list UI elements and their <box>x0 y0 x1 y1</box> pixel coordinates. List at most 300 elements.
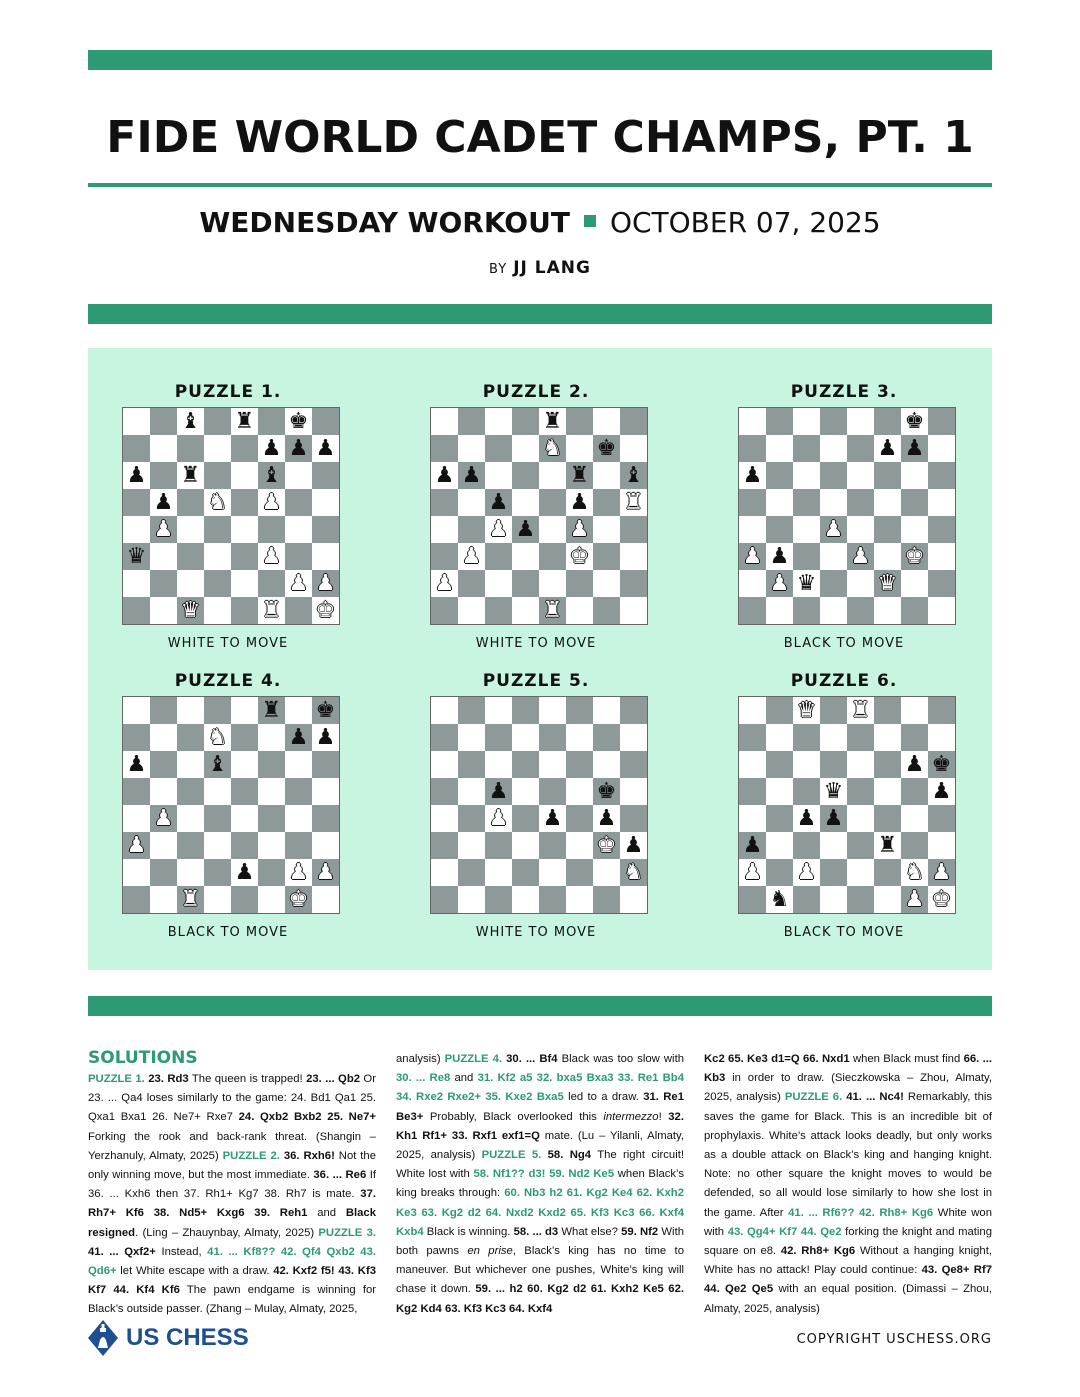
board-square <box>766 462 793 489</box>
board-square <box>820 724 847 751</box>
white-knight-icon: ♞ <box>207 724 228 750</box>
board-square <box>231 886 258 913</box>
board-square <box>458 435 485 462</box>
board-square <box>820 570 847 597</box>
board-square <box>928 859 955 886</box>
board-square <box>258 886 285 913</box>
board-square <box>620 778 647 805</box>
board-square <box>793 697 820 724</box>
board-square <box>231 724 258 751</box>
board-square <box>566 778 593 805</box>
subtitle <box>0 206 1080 239</box>
board-square <box>766 886 793 913</box>
board-square <box>177 570 204 597</box>
black-rook-icon: ♜ <box>261 697 282 723</box>
white-pawn-icon: ♟ <box>153 516 174 542</box>
board-square <box>458 489 485 516</box>
board-square <box>312 597 339 624</box>
board-square <box>258 832 285 859</box>
board-square <box>739 697 766 724</box>
black-king-icon: ♚ <box>931 751 952 777</box>
side-to-move: BLACK TO MOVE <box>783 636 905 651</box>
white-pawn-icon: ♟ <box>288 859 309 885</box>
black-pawn-icon: ♟ <box>796 805 817 831</box>
board-square <box>177 832 204 859</box>
board-square <box>874 435 901 462</box>
board-square <box>539 543 566 570</box>
black-pawn-icon: ♟ <box>623 832 644 858</box>
board-square <box>928 697 955 724</box>
board-square <box>312 435 339 462</box>
board-square <box>312 570 339 597</box>
board-square <box>458 859 485 886</box>
board-square <box>204 832 231 859</box>
board-square <box>620 832 647 859</box>
black-pawn-icon: ♟ <box>742 462 763 488</box>
board-square <box>566 462 593 489</box>
board-square <box>458 543 485 570</box>
board-square <box>820 516 847 543</box>
board-square <box>204 570 231 597</box>
board-square <box>512 697 539 724</box>
board-square <box>431 489 458 516</box>
board-square <box>512 489 539 516</box>
board-square <box>593 570 620 597</box>
white-pawn-icon: ♟ <box>261 543 282 569</box>
board-square <box>231 435 258 462</box>
board-square <box>820 832 847 859</box>
board-square <box>458 778 485 805</box>
black-pawn-icon: ♟ <box>542 805 563 831</box>
board-square <box>620 408 647 435</box>
board-square <box>847 570 874 597</box>
board-square <box>231 859 258 886</box>
board-square <box>793 543 820 570</box>
board-square <box>928 408 955 435</box>
board-square <box>458 697 485 724</box>
us-chess-logo <box>88 1320 249 1356</box>
white-rook-icon: ♜ <box>623 489 644 515</box>
board-square <box>539 489 566 516</box>
board-square <box>766 778 793 805</box>
board-square <box>458 805 485 832</box>
board-square <box>231 570 258 597</box>
black-king-icon: ♚ <box>596 778 617 804</box>
board-square <box>874 751 901 778</box>
board-square <box>231 832 258 859</box>
board-square <box>739 886 766 913</box>
white-rook-icon: ♜ <box>180 886 201 912</box>
board-square <box>566 597 593 624</box>
board-square <box>312 408 339 435</box>
board-square <box>177 543 204 570</box>
puzzle-6 <box>724 671 964 940</box>
board-square <box>901 543 928 570</box>
board-square <box>512 435 539 462</box>
black-pawn-icon: ♟ <box>261 435 282 461</box>
board-square <box>150 489 177 516</box>
board-square <box>847 886 874 913</box>
board-square <box>620 435 647 462</box>
board-square <box>150 778 177 805</box>
board-square <box>874 697 901 724</box>
byline-prefix: BY <box>489 262 508 277</box>
board-square <box>874 886 901 913</box>
board-square <box>928 832 955 859</box>
puzzle-title: PUZZLE 3. <box>790 382 898 402</box>
board-square <box>928 751 955 778</box>
board-square <box>285 805 312 832</box>
board-square <box>231 489 258 516</box>
section-divider-bar <box>88 304 992 324</box>
board-square <box>539 832 566 859</box>
black-pawn-icon: ♟ <box>823 805 844 831</box>
board-square <box>874 778 901 805</box>
board-square <box>204 489 231 516</box>
board-square <box>150 805 177 832</box>
black-rook-icon: ♜ <box>180 462 201 488</box>
board-square <box>820 805 847 832</box>
board-square <box>231 751 258 778</box>
side-to-move: BLACK TO MOVE <box>783 925 905 940</box>
board-square <box>485 778 512 805</box>
board-square <box>431 859 458 886</box>
board-square <box>901 724 928 751</box>
black-pawn-icon: ♟ <box>569 489 590 515</box>
board-square <box>766 751 793 778</box>
board-square <box>231 778 258 805</box>
column-name: WEDNESDAY WORKOUT <box>199 206 570 239</box>
board-square <box>512 516 539 543</box>
board-square <box>874 543 901 570</box>
board-square <box>485 462 512 489</box>
board-square <box>150 724 177 751</box>
white-queen-icon: ♛ <box>180 597 201 623</box>
board-square <box>231 597 258 624</box>
copyright-notice: COPYRIGHT USCHESS.ORG <box>796 1332 992 1347</box>
board-square <box>458 462 485 489</box>
puzzle-title: PUZZLE 4. <box>174 671 282 691</box>
board-square <box>793 859 820 886</box>
puzzle-3 <box>724 382 964 651</box>
board-square <box>312 805 339 832</box>
black-rook-icon: ♜ <box>569 462 590 488</box>
board-square <box>258 724 285 751</box>
board-square <box>285 886 312 913</box>
board-square <box>512 724 539 751</box>
board-square <box>539 516 566 543</box>
board-square <box>847 697 874 724</box>
board-square <box>593 859 620 886</box>
board-square <box>901 489 928 516</box>
board-square <box>739 462 766 489</box>
board-square <box>539 751 566 778</box>
board-square <box>901 408 928 435</box>
board-square <box>793 489 820 516</box>
board-square <box>901 697 928 724</box>
board-square <box>766 516 793 543</box>
black-king-icon: ♚ <box>288 408 309 434</box>
white-king-icon: ♚ <box>315 597 336 623</box>
board-square <box>766 435 793 462</box>
solutions-column-2: analysis) PUZZLE 4. 30. ... Bf4 Black was too slow with 30. ... Re8 and 31. Kf2 a5 32. bxa5 Bxa3 33. Re1 Bb4 34. Rxe2 Rxe2+ 35. Kxe2 Bxa5 led to a draw. 31. Re1 Be3+ Probably, Black overlooked this intermezzo! 32. Kh1 Rf1+ 33. Rxf1 exf1=Q mate. (Lu – Yilanli, Almaty, 2025, analysis) PUZZLE 5. 58. Ng4 The right circuit! White lost with 58. Nf1?? d3! 59. Nd2 Ke5 when Black’s king breaks through: 60. Nb3 h2 61. Kg2 Ke4 62. Kxh2 Ke3 63. Kg2 d2 64. Nxd2 Kxd2 65. Kf3 Kc3 66. Kxf4 Kxb4 Black is winning. 58. ... d3 What else? 59. Nf2 With both pawns en prise, Black’s king has no time to maneuver. But whichever one pushes, White’s king will chase it down. 59. ... h2 60. Kg2 d2 61. Kxh2 Ke5 62. Kg2 Kd4 63. Kf3 Kc3 64. Kxf4 <box>396 1053 684 1315</box>
board-square <box>177 805 204 832</box>
board-square <box>512 462 539 489</box>
board-square <box>620 886 647 913</box>
board-square <box>901 570 928 597</box>
board-square <box>928 516 955 543</box>
board-square <box>593 778 620 805</box>
black-rook-icon: ♜ <box>877 832 898 858</box>
board-square <box>820 697 847 724</box>
board-square <box>204 516 231 543</box>
black-bishop-icon: ♝ <box>623 462 644 488</box>
board-square <box>566 886 593 913</box>
white-knight-icon: ♞ <box>904 859 925 885</box>
board-square <box>847 805 874 832</box>
board-square <box>793 778 820 805</box>
board-square <box>928 778 955 805</box>
board-square <box>258 435 285 462</box>
board-square <box>431 724 458 751</box>
black-bishop-icon: ♝ <box>207 751 228 777</box>
board-square <box>566 859 593 886</box>
board-square <box>847 778 874 805</box>
board-square <box>312 462 339 489</box>
board-square <box>593 832 620 859</box>
board-square <box>739 543 766 570</box>
board-square <box>177 597 204 624</box>
board-square <box>539 697 566 724</box>
board-square <box>258 597 285 624</box>
board-square <box>150 886 177 913</box>
board-square <box>123 435 150 462</box>
board-square <box>285 543 312 570</box>
board-square <box>847 489 874 516</box>
board-square <box>566 516 593 543</box>
board-square <box>901 832 928 859</box>
white-king-icon: ♚ <box>931 886 952 912</box>
black-pawn-icon: ♟ <box>434 462 455 488</box>
white-pawn-icon: ♟ <box>488 805 509 831</box>
board-square <box>766 724 793 751</box>
board-square <box>512 832 539 859</box>
board-square <box>431 543 458 570</box>
board-square <box>739 489 766 516</box>
board-square <box>150 543 177 570</box>
white-pawn-icon: ♟ <box>488 516 509 542</box>
board-square <box>312 697 339 724</box>
board-square <box>739 805 766 832</box>
board-square <box>285 516 312 543</box>
black-bishop-icon: ♝ <box>180 408 201 434</box>
board-square <box>901 886 928 913</box>
board-square <box>485 886 512 913</box>
board-square <box>485 724 512 751</box>
white-pawn-icon: ♟ <box>461 543 482 569</box>
board-square <box>231 543 258 570</box>
black-pawn-icon: ♟ <box>769 543 790 569</box>
board-square <box>820 543 847 570</box>
board-square <box>766 697 793 724</box>
board-square <box>123 724 150 751</box>
board-square <box>285 462 312 489</box>
black-pawn-icon: ♟ <box>288 724 309 750</box>
board-square <box>566 543 593 570</box>
board-square <box>820 435 847 462</box>
board-square <box>485 832 512 859</box>
board-square <box>177 778 204 805</box>
board-square <box>901 805 928 832</box>
board-square <box>285 832 312 859</box>
board-square <box>566 751 593 778</box>
board-square <box>566 724 593 751</box>
board-square <box>620 462 647 489</box>
board-square <box>150 462 177 489</box>
board-square <box>847 832 874 859</box>
title-underline <box>88 183 992 187</box>
board-square <box>458 597 485 624</box>
board-square <box>593 543 620 570</box>
logo-wordmark: US CHESS <box>126 1324 249 1351</box>
black-rook-icon: ♜ <box>234 408 255 434</box>
board-square <box>458 516 485 543</box>
board-square <box>874 832 901 859</box>
board-square <box>485 859 512 886</box>
board-square <box>458 886 485 913</box>
solutions-column-3: Kc2 65. Ke3 d1=Q 66. Nxd1 when Black must find 66. ... Kb3 in order to draw. (Sieczkowska – Zhou, Almaty, 2025, analysis) PUZZLE 6. 41. ... Nc4! Remarkably, this saves the game for Black. This is an incredible bit of prophylaxis. White’s attack looks deadly, but only works as a double attack on Black’s king and hanging knight. Note: no other square the knight moves to would be defended, so all would lose similarly to how she lost in the game. After 41. ... Rf6?? 42. Rh8+ Kg6 White won with 43. Qg4+ Kf7 44. Qe2 forking the knight and mating square on e8. 42. Rh8+ Kg6 Without a hanging knight, White has no attack! Play could continue: 43. Qe8+ Rf7 44. Qe2 Qe5 with an equal position. (Dimassi – Zhou, Almaty, 2025, analysis) <box>704 1053 993 1315</box>
board-square <box>928 489 955 516</box>
board-square <box>593 724 620 751</box>
white-pawn-icon: ♟ <box>742 859 763 885</box>
white-pawn-icon: ♟ <box>796 859 817 885</box>
board-square <box>539 778 566 805</box>
board-square <box>312 489 339 516</box>
board-square <box>512 597 539 624</box>
board-square <box>928 462 955 489</box>
board-square <box>566 805 593 832</box>
board-square <box>874 516 901 543</box>
black-king-icon: ♚ <box>596 435 617 461</box>
board-square <box>847 751 874 778</box>
white-pawn-icon: ♟ <box>850 543 871 569</box>
board-square <box>766 597 793 624</box>
black-pawn-icon: ♟ <box>153 489 174 515</box>
board-square <box>204 805 231 832</box>
separator-square-icon <box>584 215 596 227</box>
board-square <box>485 805 512 832</box>
white-pawn-icon: ♟ <box>931 859 952 885</box>
board-square <box>793 462 820 489</box>
board-square <box>739 516 766 543</box>
board-square <box>123 543 150 570</box>
board-square <box>874 462 901 489</box>
board-square <box>485 597 512 624</box>
board-square <box>874 805 901 832</box>
board-square <box>285 751 312 778</box>
board-square <box>566 697 593 724</box>
board-square <box>177 489 204 516</box>
board-square <box>928 886 955 913</box>
board-square <box>566 408 593 435</box>
white-pawn-icon: ♟ <box>153 805 174 831</box>
black-pawn-icon: ♟ <box>877 435 898 461</box>
board-square <box>485 516 512 543</box>
board-square <box>485 543 512 570</box>
author-name: JJ LANG <box>513 258 591 278</box>
white-pawn-icon: ♟ <box>769 570 790 596</box>
board-square <box>123 886 150 913</box>
board-square <box>485 751 512 778</box>
board-square <box>431 886 458 913</box>
puzzle-panel <box>88 348 992 970</box>
side-to-move: WHITE TO MOVE <box>475 636 597 651</box>
board-square <box>820 597 847 624</box>
board-square <box>512 805 539 832</box>
board-square <box>285 570 312 597</box>
white-queen-icon: ♛ <box>796 697 817 723</box>
black-pawn-icon: ♟ <box>315 724 336 750</box>
board-square <box>150 751 177 778</box>
top-accent-bar <box>88 50 992 70</box>
board-square <box>793 597 820 624</box>
board-square <box>901 751 928 778</box>
board-square <box>123 697 150 724</box>
byline <box>0 258 1080 278</box>
board-square <box>177 859 204 886</box>
board-square <box>901 597 928 624</box>
board-square <box>485 489 512 516</box>
board-square <box>177 435 204 462</box>
board-square <box>123 408 150 435</box>
puzzle-title: PUZZLE 1. <box>174 382 282 402</box>
board-square <box>901 778 928 805</box>
board-square <box>312 859 339 886</box>
board-square <box>204 462 231 489</box>
white-pawn-icon: ♟ <box>261 489 282 515</box>
board-square <box>231 805 258 832</box>
board-square <box>485 697 512 724</box>
white-pawn-icon: ♟ <box>569 516 590 542</box>
black-pawn-icon: ♟ <box>596 805 617 831</box>
board-square <box>123 597 150 624</box>
white-king-icon: ♚ <box>569 543 590 569</box>
chess-knight-logo-icon <box>88 1320 118 1356</box>
board-square <box>874 859 901 886</box>
board-square <box>820 462 847 489</box>
board-square <box>285 489 312 516</box>
board-square <box>512 543 539 570</box>
board-square <box>901 859 928 886</box>
board-square <box>150 859 177 886</box>
board-square <box>847 597 874 624</box>
board-square <box>123 778 150 805</box>
board-square <box>431 435 458 462</box>
board-square <box>793 805 820 832</box>
board-square <box>593 462 620 489</box>
white-pawn-icon: ♟ <box>288 570 309 596</box>
board-square <box>766 859 793 886</box>
board-square <box>204 778 231 805</box>
board-square <box>123 832 150 859</box>
puzzle-1 <box>108 382 348 651</box>
board-square <box>901 516 928 543</box>
board-square <box>847 543 874 570</box>
board-square <box>820 751 847 778</box>
board-square <box>431 751 458 778</box>
board-square <box>593 697 620 724</box>
board-square <box>431 832 458 859</box>
